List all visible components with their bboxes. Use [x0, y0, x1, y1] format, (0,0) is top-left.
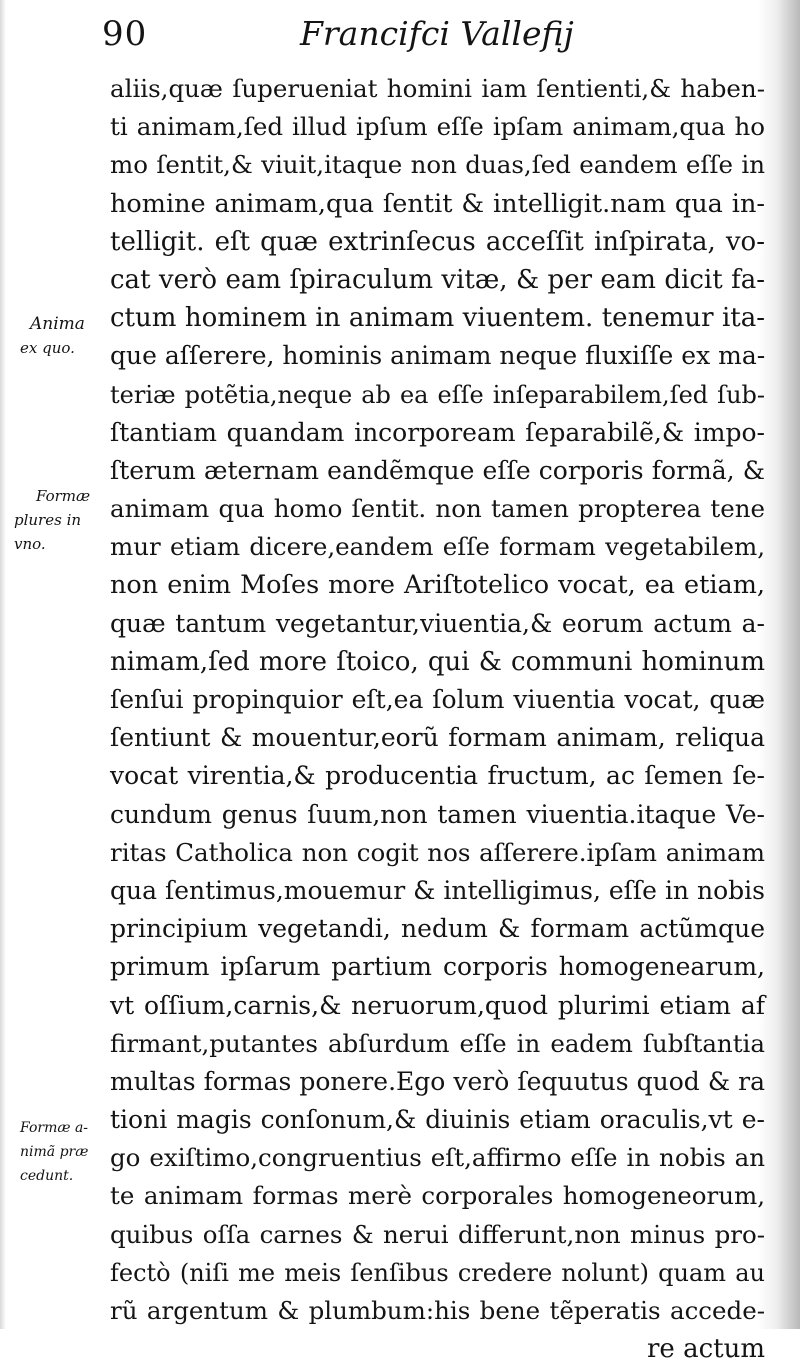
- text-line: go exiſtimo,congruentius eſt,affirmo eſſe in nobis an: [110, 1143, 765, 1173]
- margin-note-line: Anima: [30, 314, 85, 334]
- margin-note-line: vno.: [14, 535, 46, 553]
- text-line: animam qua homo ſentit. non tamen propterea tene: [110, 494, 765, 524]
- text-line: vt oſſium,carnis,& neruorum,quod plurimi etiam af: [110, 990, 765, 1020]
- text-line: vocat virentia,& producentia fructum, ac ſemen ſe-: [110, 761, 765, 791]
- text-line: homine animam,qua ſentit & intelligit.nam qua in-: [110, 188, 765, 219]
- text-line: ritas Catholica non cogit nos aſſerere.ipſam animam: [110, 837, 765, 867]
- text-line: cat verò eam ſpiraculum vitæ, & per eam dicit fa-: [110, 264, 765, 295]
- margin-note-line: ex quo.: [20, 339, 75, 357]
- margin-note-line: nimã præ: [20, 1144, 89, 1160]
- text-line: ti animam,ſed illud ipſum eſſe ipſam animam,qua ho: [110, 112, 765, 142]
- margin-note: [16, 312, 114, 360]
- margin-note-line: Formæ a-: [20, 1120, 89, 1136]
- text-line: cundum genus ſuum,non tamen viuentia.itaque Ve-: [110, 799, 765, 829]
- margin-note-line: cedunt.: [20, 1168, 74, 1184]
- page-number: 90: [102, 14, 148, 54]
- body-text: [110, 70, 765, 1368]
- text-line: ſtantiam quandam incorpoream ſeparabilẽ,& impo-: [110, 417, 765, 447]
- text-line: rũ argentum & plumbum:his bene tẽperatis accede-: [110, 1296, 765, 1325]
- text-line: non enim Moſes more Ariſtotelico vocat, ea etiam,: [110, 570, 765, 601]
- text-line: ſentiunt & mouentur,eorũ formam animam, reliqua: [110, 723, 765, 753]
- text-line: tioni magis conſonum,& diuinis etiam oraculis,vt e-: [110, 1105, 765, 1135]
- running-head: Francifci Vallefij: [300, 14, 574, 53]
- text-line: telligit. eſt quæ extrinſecus acceſſit inſpirata, vo-: [110, 226, 765, 257]
- text-line: quibus oſſa carnes & nerui differunt,non minus pro-: [110, 1219, 765, 1249]
- margin-note: [14, 1116, 112, 1188]
- page-left-edge: [0, 0, 6, 1329]
- text-line: que aſſerere, hominis animam neque fluxiſſe ex ma-: [110, 341, 766, 371]
- text-line: quæ tantum vegetantur,viuentia,& eorum actum a-: [110, 608, 765, 638]
- text-line: nimam,ſed more ſtoico, qui & communi hominum: [110, 646, 765, 677]
- text-line: ſterum æternam eandẽmque eſſe corporis formã, &: [110, 455, 765, 485]
- text-line: ſenſui propinquior eſt,ea ſolum viuentia vocat, quæ: [110, 685, 765, 714]
- text-line: teriæ potẽtia,neque ab ea eſſe inſeparabilem,ſed ſub-: [110, 380, 765, 409]
- text-line: fectò (niſi me meis ſenſibus credere nolunt) quam au: [110, 1258, 765, 1287]
- text-line: firmant,putantes abſurdum eſſe in eadem ſubſtantia: [110, 1028, 765, 1058]
- text-line: multas formas ponere.Ego verò ſequutus quod & ra: [110, 1066, 765, 1096]
- margin-note-line: Formæ: [36, 487, 91, 505]
- text-line: aliis,quæ ſuperueniat homini iam ſentienti,& haben-: [110, 74, 765, 103]
- text-line: mo ſentit,& viuit,itaque non duas,ſed eandem eſſe in: [110, 150, 765, 180]
- text-line: principium vegetandi, nedum & formam actũmque: [110, 914, 765, 944]
- margin-note-line: plures in: [14, 511, 82, 529]
- margin-note: [14, 484, 112, 556]
- text-line: ctum hominem in animam viuentem. tenemur ita-: [110, 303, 765, 334]
- text-line: re actum: [647, 1334, 765, 1365]
- text-line: te animam formas merè corporales homogeneorum,: [110, 1181, 765, 1211]
- text-line: qua ſentimus,mouemur & intelligimus, eſſe in nobis: [110, 875, 765, 905]
- text-line: primum ipſarum partium corporis homogenearum,: [110, 952, 765, 982]
- text-line: mur etiam dicere,eandem eſſe formam vegetabilem,: [110, 532, 765, 562]
